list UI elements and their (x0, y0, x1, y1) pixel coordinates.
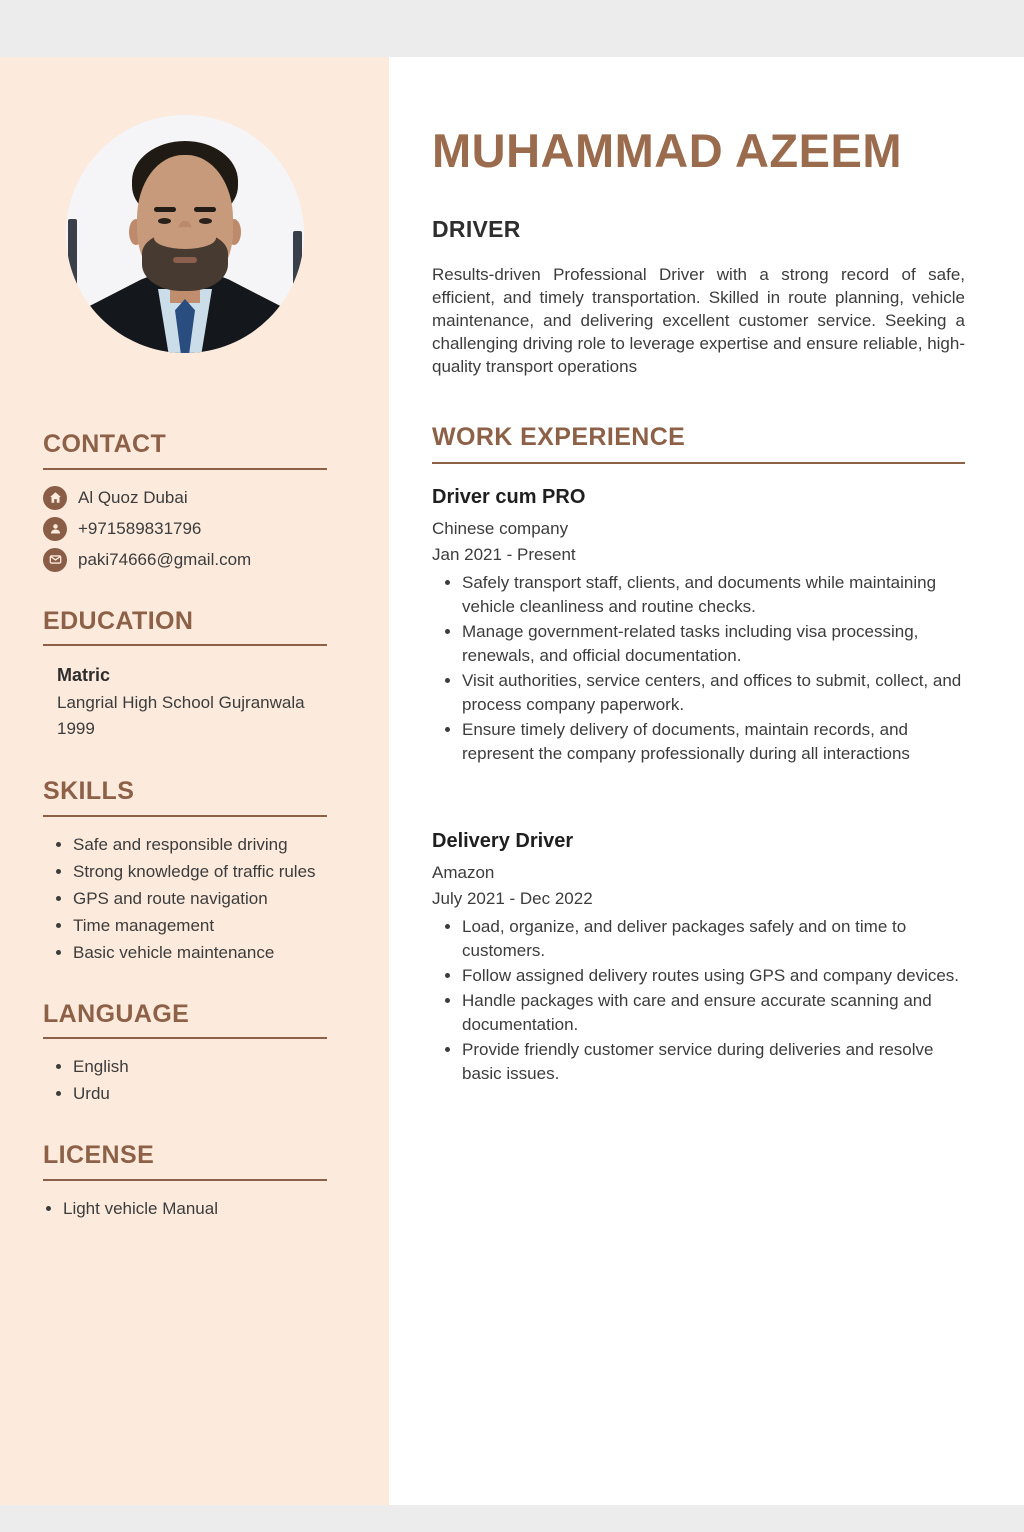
work-experience-section (432, 424, 965, 1086)
contact-row-address (43, 486, 327, 510)
skill-item: • Time management (73, 914, 327, 938)
avatar-brow-left (154, 207, 176, 212)
skill-item: • GPS and route navigation (73, 887, 327, 911)
job-bullet-list (432, 915, 965, 1086)
mail-icon (43, 548, 67, 572)
job-dates: July 2021 - Dec 2022 (432, 888, 593, 908)
job-bullet: • Ensure timely delivery of documents, maintain records, and represent the company professionally during all interactions (462, 718, 965, 766)
home-icon (43, 486, 67, 510)
contact-row-phone (43, 517, 327, 541)
skill-item: • Safe and responsible driving (73, 833, 327, 857)
language-section (43, 1001, 327, 1107)
job-entry-driver-cum-pro (432, 486, 965, 766)
avatar-mouth (173, 257, 197, 263)
avatar-eye-right (199, 218, 212, 224)
contact-heading: CONTACT (43, 431, 327, 470)
job-bullet: • Visit authorities, service centers, and offices to submit, collect, and process company paperwork. (462, 669, 965, 717)
skills-list (43, 833, 327, 965)
job-bullet: • Manage government-related tasks including visa processing, renewals, and official documentation. (462, 620, 965, 668)
education-degree: Matric (57, 665, 111, 685)
photo-edge-left (68, 219, 77, 307)
profile-photo (66, 115, 304, 353)
skill-item: • Strong knowledge of traffic rules (73, 860, 327, 884)
skill-item: • Basic vehicle maintenance (73, 941, 327, 965)
job-company: Chinese company (432, 518, 569, 538)
resume-document (0, 57, 1024, 1505)
education-section (43, 608, 327, 743)
job-bullet: • Provide friendly customer service during deliveries and resolve basic issues. (462, 1038, 965, 1086)
job-company: Amazon (432, 862, 495, 882)
language-list (43, 1055, 327, 1106)
language-item: • Urdu (73, 1082, 327, 1106)
avatar-brow-right (194, 207, 216, 212)
contact-address: Al Quoz Dubai (78, 487, 188, 507)
avatar-cheeks (154, 227, 216, 249)
profile-summary: Results-driven Professional Driver with a strong record of safe, efficient, and timely transportation. Skilled in route planning, vehicle maintenance, and delivering excellent customer service. Seeking a challenging driving role to leverage expertise and ensure reliable, high-quality transport operations (432, 265, 965, 376)
skills-heading: SKILLS (43, 778, 327, 817)
job-bullet-list (432, 571, 965, 766)
photo-edge-right (293, 231, 302, 353)
language-heading: LANGUAGE (43, 1001, 327, 1040)
job-dates: Jan 2021 - Present (432, 544, 576, 564)
user-icon (43, 517, 67, 541)
contact-section (43, 431, 327, 572)
license-section (43, 1142, 327, 1221)
job-title: Delivery Driver (432, 829, 574, 852)
job-bullet: • Handle packages with care and ensure accurate scanning and documentation. (462, 989, 965, 1037)
work-experience-heading: WORK EXPERIENCE (432, 424, 965, 464)
education-school: Langrial High School Gujranwala (57, 693, 305, 712)
education-year: 1999 (57, 719, 95, 738)
contact-row-email (43, 548, 327, 572)
job-bullet: • Follow assigned delivery routes using GPS and company devices. (462, 964, 965, 988)
job-bullet: • Safely transport staff, clients, and documents while maintaining vehicle cleanliness and routine checks. (462, 571, 965, 619)
person-job-title: DRIVER (432, 216, 521, 242)
license-item: • Light vehicle Manual (63, 1197, 327, 1221)
contact-email: paki74666@gmail.com (78, 549, 252, 569)
education-heading: EDUCATION (43, 608, 327, 647)
avatar-eye-left (158, 218, 171, 224)
language-item: • English (73, 1055, 327, 1079)
license-list (43, 1197, 327, 1221)
job-bullet: • Load, organize, and deliver packages safely and on time to customers. (462, 915, 965, 963)
skills-section (43, 778, 327, 965)
contact-phone: +971589831796 (78, 518, 202, 538)
education-entry (43, 662, 327, 742)
job-entry-delivery-driver (432, 830, 965, 1086)
license-heading: LICENSE (43, 1142, 327, 1181)
person-name: MUHAMMAD AZEEM (432, 124, 902, 177)
sidebar (0, 57, 389, 1505)
main-content (389, 57, 1024, 1505)
job-title: Driver cum PRO (432, 485, 586, 508)
